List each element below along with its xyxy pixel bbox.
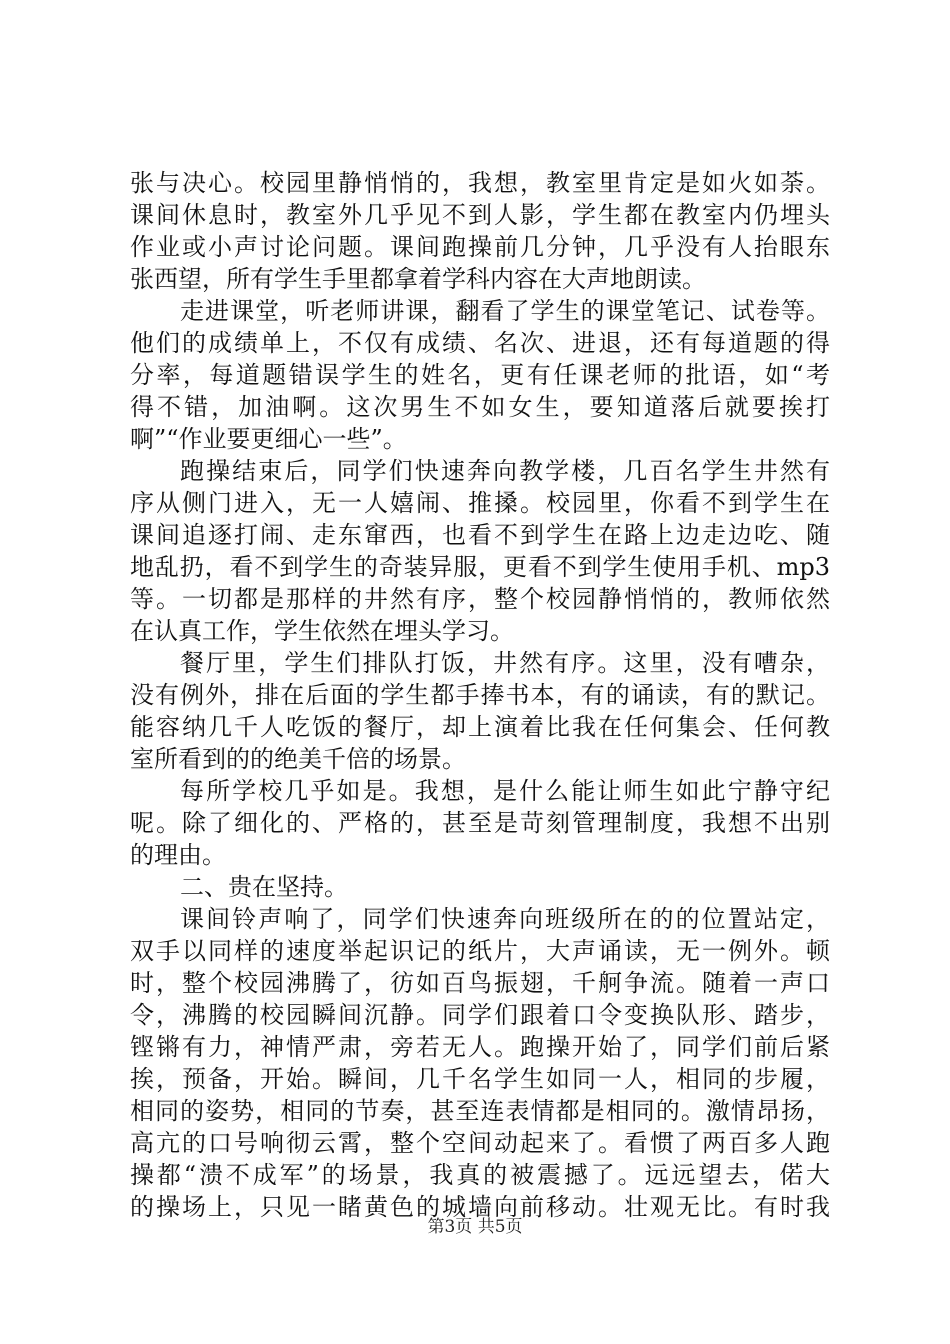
text-line: 张与决心。校园里静悄悄的，我想，教室里肯定是如火如荼。 [130, 169, 830, 197]
text-line: 操都“溃不成军”的场景，我真的被震撼了。远远望去，偌大 [130, 1161, 830, 1189]
page-footer: 第3页 共5页 [427, 1217, 523, 1237]
text-line: 课间追逐打闹、走东窜西，也看不到学生在路上边走边吃、随 [130, 521, 830, 549]
text-line: 地乱扔，看不到学生的奇装异服，更看不到学生使用手机、mp3 [130, 553, 830, 581]
text-line: 高亢的口号响彻云霄，整个空间动起来了。看惯了两百多人跑 [130, 1129, 830, 1157]
text-line: 等。一切都是那样的井然有序，整个校园静悄悄的，教师依然 [130, 585, 830, 613]
text-line: 啊”“作业要更细心一些”。 [130, 425, 407, 453]
text-line: 时，整个校园沸腾了，彷如百鸟振翅，千舸争流。随着一声口 [130, 969, 830, 997]
text-line: 序从侧门进入，无一人嬉闹、推搡。校园里，你看不到学生在 [130, 489, 830, 517]
text-line: 相同的姿势，相同的节奏，甚至连表情都是相同的。激情昂扬， [130, 1097, 830, 1125]
text-line: 令，沸腾的校园瞬间沉静。同学们跟着口令变换队形、踏步， [130, 1001, 830, 1029]
text-line: 张西望，所有学生手里都拿着学科内容在大声地朗读。 [130, 265, 706, 293]
text-line: 课间休息时，教室外几乎见不到人影，学生都在教室内仍埋头 [130, 201, 830, 229]
text-line: 他们的成绩单上，不仅有成绩、名次、进退，还有每道题的得 [130, 329, 830, 357]
text-line: 作业或小声讨论问题。课间跑操前几分钟，几乎没有人抬眼东 [130, 233, 830, 261]
text-line: 能容纳几千人吃饭的餐厅，却上演着比我在任何集会、任何教 [130, 713, 830, 741]
text-line: 分率，每道题错误学生的姓名，更有任课老师的批语，如“考 [130, 361, 830, 389]
text-line: 挨，预备，开始。瞬间，几千名学生如同一人，相同的步履， [130, 1065, 830, 1093]
text-line: 呢。除了细化的、严格的，甚至是苛刻管理制度，我想不出别 [130, 809, 830, 837]
text-line: 铿锵有力，神情严肃，旁若无人。跑操开始了，同学们前后紧 [130, 1033, 830, 1061]
text-line: 的操场上，只见一睹黄色的城墙向前移动。壮观无比。有时我 [130, 1193, 830, 1221]
text-line: 在认真工作，学生依然在埋头学习。 [130, 617, 514, 645]
text-line: 跑操结束后，同学们快速奔向教学楼，几百名学生井然有 [180, 457, 830, 485]
text-line: 没有例外，排在后面的学生都手捧书本，有的诵读，有的默记。 [130, 681, 830, 709]
text-line: 室所看到的的绝美千倍的场景。 [130, 745, 466, 773]
text-line: 双手以同样的速度举起识记的纸片，大声诵读，无一例外。顿 [130, 937, 830, 965]
text-line: 得不错，加油啊。这次男生不如女生，要知道落后就要挨打 [130, 393, 830, 421]
text-line: 走进课堂，听老师讲课，翻看了学生的课堂笔记、试卷等。 [180, 297, 830, 325]
text-line: 的理由。 [130, 841, 226, 869]
section-heading: 二、贵在坚持。 [180, 873, 348, 901]
text-line: 每所学校几乎如是。我想，是什么能让师生如此宁静守纪 [180, 777, 830, 805]
text-line: 课间铃声响了，同学们快速奔向班级所在的的位置站定， [180, 905, 830, 933]
document-body [130, 167, 830, 1223]
text-line: 餐厅里，学生们排队打饭，井然有序。这里，没有嘈杂， [180, 649, 830, 677]
